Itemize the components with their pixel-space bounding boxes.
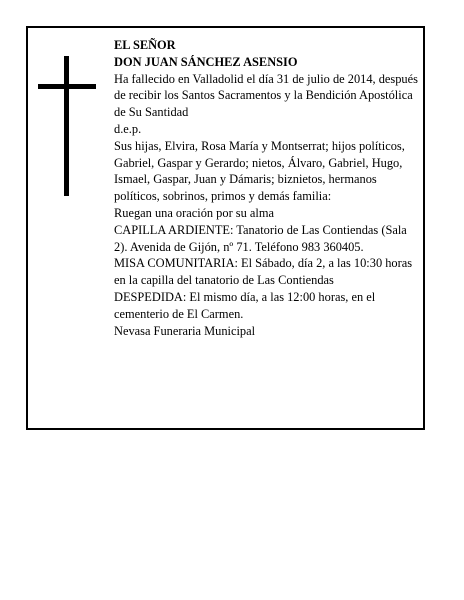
prayer-request: Ruegan una oración por su alma xyxy=(114,205,274,220)
chapel-info: CAPILLA ARDIENTE: Tanatorio de Las Contiendas (Sala 2). Avenida de Gijón, nº 71. Teléfono 983 360405. xyxy=(114,222,407,254)
obituary-text xyxy=(114,37,420,339)
farewell-info: DESPEDIDA: El mismo día, a las 12:00 horas, en el cementerio de El Carmen. xyxy=(114,289,376,321)
family-list: Sus hijas, Elvira, Rosa María y Montserrat; hijos políticos, Gabriel, Gaspar y Gerardo; nietos, Álvaro, Gabriel, Hugo, Ismael, Gaspar, Juan y Dámaris; biznietos, hermanos políticos, sobrinos, primos y demás familia: xyxy=(114,138,405,204)
deceased-name: DON JUAN SÁNCHEZ ASENSIO xyxy=(114,54,298,69)
cross-vertical-bar xyxy=(64,56,69,196)
mass-info: MISA COMUNITARIA: El Sábado, día 2, a las 10:30 horas en la capilla del tanatorio de Las Contiendas xyxy=(114,256,413,288)
death-announcement: Ha fallecido en Valladolid el día 31 de julio de 2014, después de recibir los Santos Sacramentos y la Bendición Apostólica de Su Santidad xyxy=(114,71,418,120)
notice-title: EL SEÑOR xyxy=(114,38,176,52)
cross-horizontal-bar xyxy=(38,84,96,89)
funeral-home: Nevasa Funeraria Municipal xyxy=(114,323,256,338)
dep-abbreviation: d.e.p. xyxy=(114,121,142,136)
